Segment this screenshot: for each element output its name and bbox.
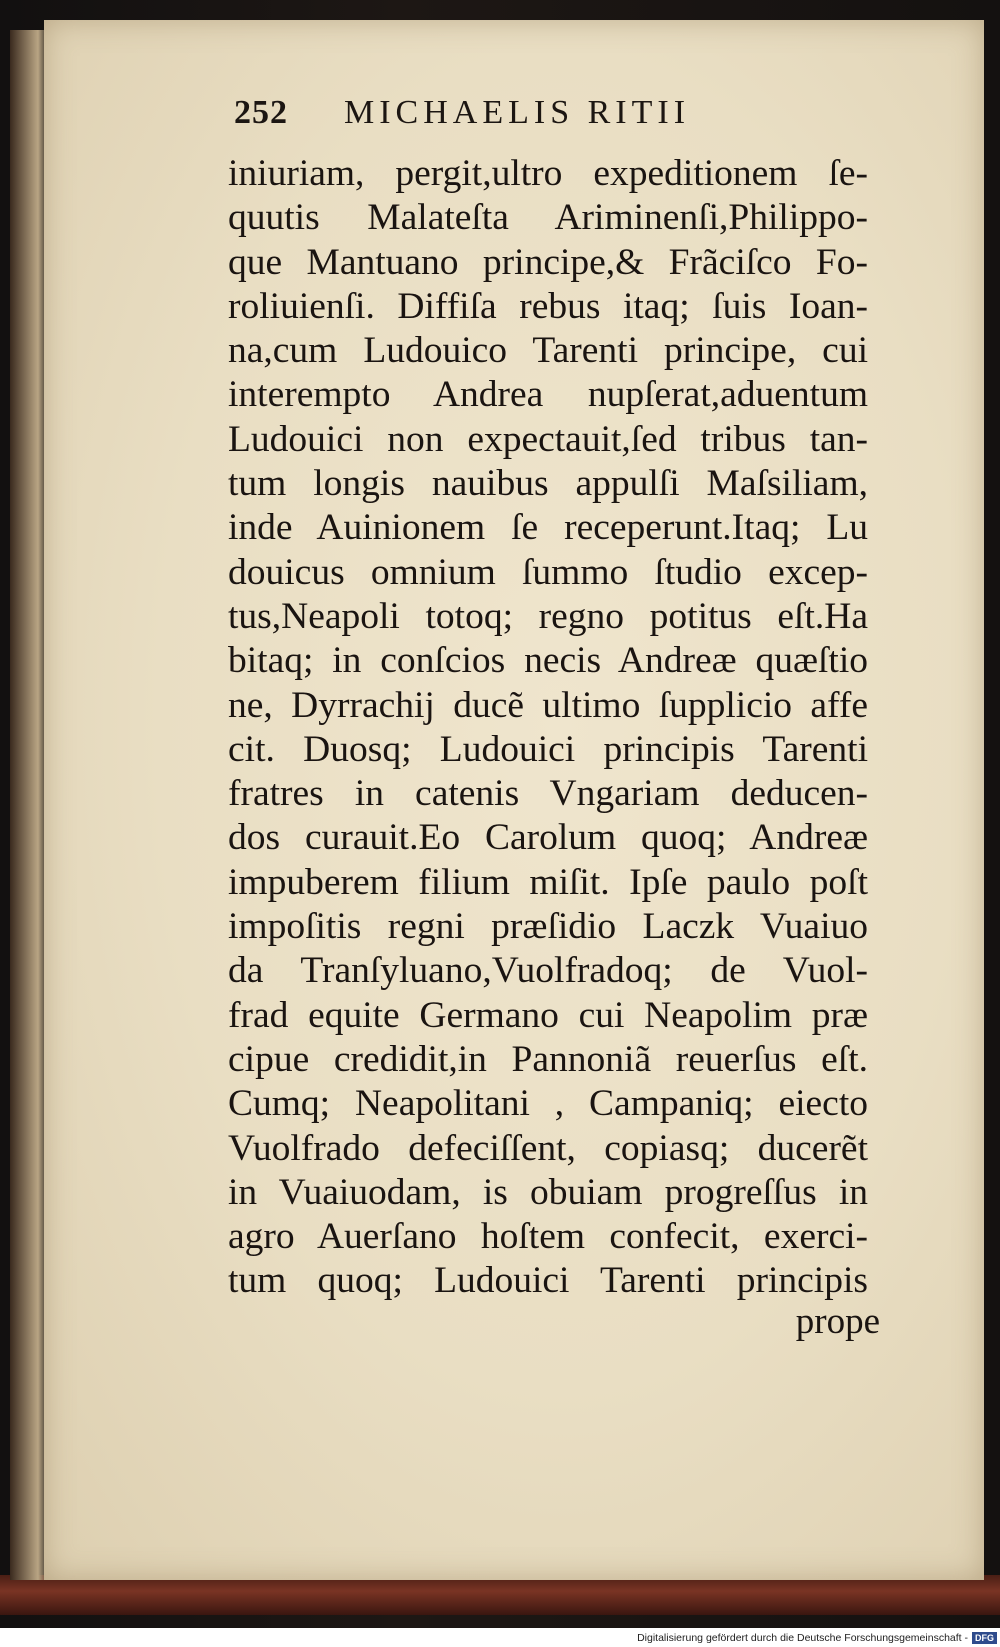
text-line: interempto Andrea nupſerat,aduentum <box>228 374 868 416</box>
text-line: cipue credidit,in Pannoniã reuerſus eſt. <box>228 1038 868 1080</box>
text-line: bitaq; in conſcios necis Andreæ quæſtio <box>228 640 868 682</box>
text-line: que Mantuano principe,& Frãciſco Fo- <box>228 241 868 283</box>
text-line: in Vuaiuodam, is obuiam progreſſus in <box>228 1171 868 1213</box>
text-line: cit. Duosq; Ludouici principis Tarenti <box>228 728 868 770</box>
digitization-footer <box>0 1628 1000 1647</box>
text-line: Cumq; Neapolitani , Campaniq; eiecto <box>228 1083 868 1125</box>
text-line: dos curauit.Eo Carolum quoq; Andreæ <box>228 817 868 859</box>
text-line: agro Auerſano hoſtem confecit, exerci- <box>228 1216 868 1258</box>
text-line: tum longis nauibus appulſi Maſsiliam, <box>228 463 868 505</box>
text-line: fratres in catenis Vngariam deducen- <box>228 773 868 815</box>
text-line: tum quoq; Ludouici Tarenti principis <box>228 1260 868 1302</box>
catchword: prope <box>795 1301 880 1342</box>
funding-credit: Digitalisierung gefördert durch die Deutsche Forschungsgemeinschaft - <box>637 1631 968 1644</box>
body-text <box>228 152 868 1304</box>
page-number: 252 <box>234 94 288 131</box>
text-line: iniuriam, pergit,ultro expeditionem ſe- <box>228 153 868 194</box>
text-line: douicus omnium ſummo ſtudio excep- <box>228 551 868 593</box>
text-line: inde Auinionem ſe receperunt.Itaq; Lu <box>228 507 868 549</box>
binding-edge <box>0 1575 1000 1615</box>
text-line: roliuienſi. Diffiſa rebus itaq; ſuis Ioan- <box>228 285 868 327</box>
dfg-logo: DFG <box>972 1632 997 1644</box>
text-line: impoſitis regni præſidio Laczk Vuaiuo <box>228 906 868 948</box>
text-line: tus,Neapoli totoq; regno potitus eſt.Ha <box>228 595 868 637</box>
text-line: Ludouici non expectauit,ſed tribus tan- <box>228 418 868 460</box>
text-line: ne, Dyrrachij ducẽ ultimo ſupplicio affe <box>228 684 868 726</box>
text-line: da Tranſyluano,Vuolfradoq; de Vuol- <box>228 950 868 992</box>
text-line: Vuolfrado defeciſſent, copiasq; ducerẽt <box>228 1127 868 1169</box>
running-title: MICHAELIS RITII <box>344 94 691 131</box>
text-line: frad equite Germano cui Neapolim præ <box>228 994 868 1036</box>
text-line: quutis Malateſta Ariminenſi,Philippo- <box>228 197 868 239</box>
text-line: impuberem filium miſit. Ipſe paulo poſt <box>228 861 868 903</box>
running-head <box>234 94 854 144</box>
text-line: na,cum Ludouico Tarenti principe, cui <box>228 330 868 372</box>
